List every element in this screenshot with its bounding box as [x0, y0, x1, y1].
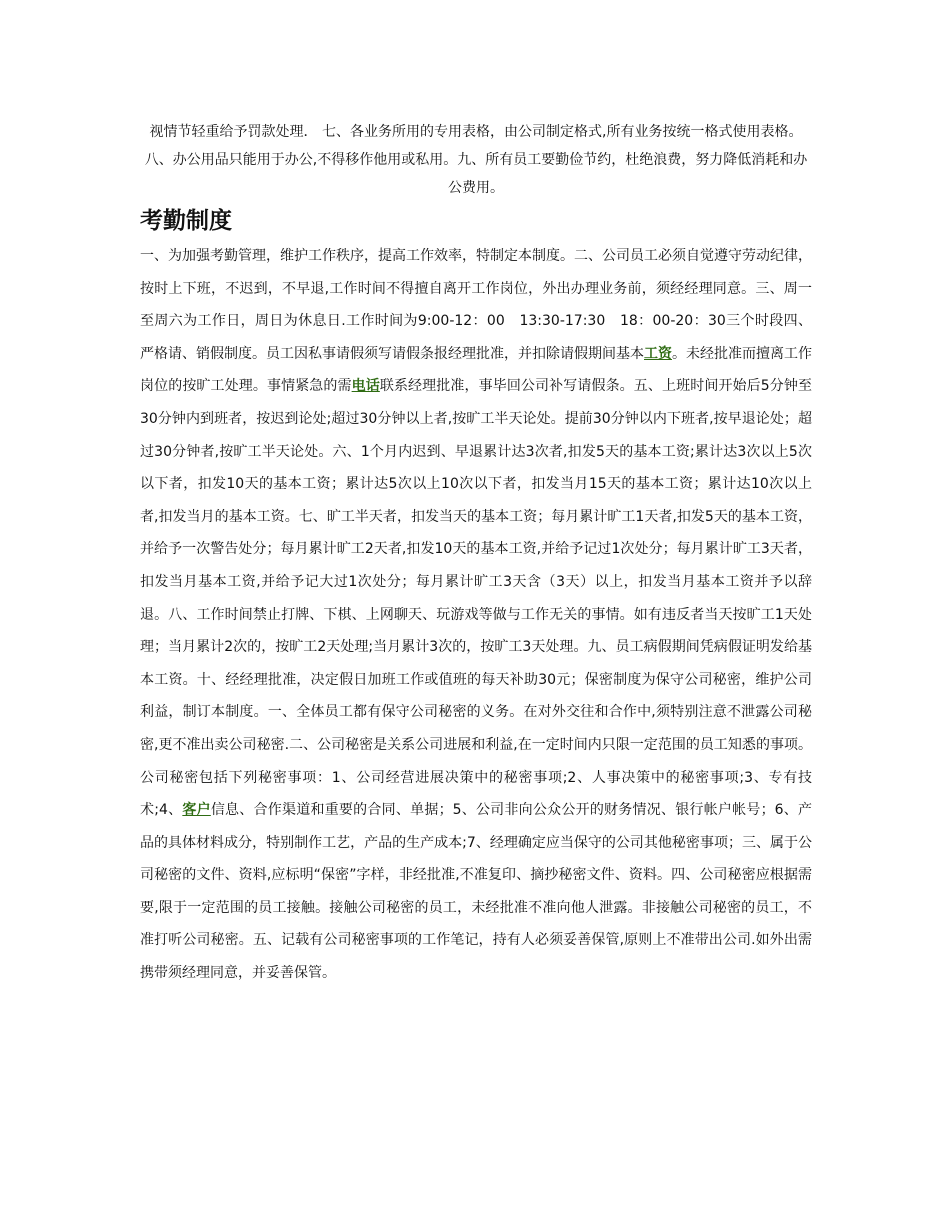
document-page	[140, 118, 812, 990]
body-text-part-4: 信息、合作渠道和重要的合同、单据；5、公司非向公众公开的财务情况、银行帐户帐号；6、产品的具体材料成分，特别制作工艺，产品的生产成本;7、经理确定应当保守的公司其他秘密事项；三、属于公司秘密的文件、资料,应标明“保密”字样，非经批准,不准复印、摘抄秘密文件、资料。四、公司秘密应根据需要,限于一定范围的员工接触。接触公司秘密的员工，未经批准不准向他人泄露。非接触公司秘密的员工，不准打听公司秘密。五、记载有公司秘密事项的工作笔记，持有人必须妥善保管,原则上不准带出公司.如外出需携带须经理同意，并妥善保管。	[140, 802, 813, 982]
body-paragraph	[140, 240, 812, 990]
body-text-part-1: 一、为加强考勤管理，维护工作秩序，提高工作效率，特制定本制度。二、公司员工必须自觉遵守劳动纪律，按时上下班，不迟到，不早退,工作时间不得擅自离开工作岗位，外出办理业务前，须经经理同意。三、周一至周六为工作日，周日为休息日.工作时间为9:00-12：00 13:30-17:30 18：00-20：30三个时段四、严格请、销假制度。员工因私事请假须写请假条报经理批准，并扣除请假期间基本	[140, 248, 812, 362]
section-heading: 考勤制度	[140, 208, 232, 234]
customer-link[interactable]: 客户	[182, 802, 211, 819]
body-text-part-3: 联系经理批准，事毕回公司补写请假条。五、上班时间开始后5分钟至30分钟内到班者，按迟到论处;超过30分钟以上者,按旷工半天论处。提前30分钟以内下班者,按早退论处；超过30分钟者,按旷工半天论处。六、1个月内迟到、早退累计达3次者,扣发5天的基本工资;累计达3次以上5次以下者，扣发10天的基本工资；累计达5次以上10次以下者，扣发当月15天的基本工资；累计达10次以上者,扣发当月的基本工资。七、旷工半天者，扣发当天的基本工资；每月累计旷工1天者,扣发5天的基本工资，并给予一次警告处分；每月累计旷工2天者,扣发10天的基本工资,并给予记过1次处分；每月累计旷工3天者，扣发当月基本工资,并给予记大过1次处分；每月累计旷工3天含（3天）以上，扣发当月基本工资并予以辞退。八、工作时间禁止打牌、下棋、上网聊天、玩游戏等做与工作无关的事情。如有违反者当天按旷工1天处理；当月累计2次的，按旷工2天处理;当月累计3次的，按旷工3天处理。九、员工病假期间凭病假证明发给基本工资。十、经经理批准，决定假日加班工作或值班的每天补助30元；保密制度为保守公司秘密，维护公司利益，制订本制度。一、全体员工都有保守公司秘密的义务。在对外交往和合作中,须特别注意不泄露公司秘密,更不准出卖公司秘密.二、公司秘密是关系公司进展和利益,在一定时间内只限一定范围的员工知悉的事项。公司秘密包括下列秘密事项：1、公司经营进展决策中的秘密事项;2、人事决策中的秘密事项;3、专有技术;4、	[140, 378, 813, 819]
phone-link[interactable]: 电话	[351, 378, 380, 395]
body-text-part-2: 。未经批准而擅离工作岗位的按旷工处理。事情紧急的需	[140, 345, 812, 395]
salary-link[interactable]: 工资	[644, 345, 672, 362]
intro-paragraph: 视情节轻重给予罚款处理． 七、各业务所用的专用表格，由公司制定格式,所有业务按统一格式使用表格。八、办公用品只能用于办公,不得移作他用或私用。九、所有员工要勤俭节约，杜绝浪费，努力降低消耗和办公费用。	[144, 124, 808, 196]
